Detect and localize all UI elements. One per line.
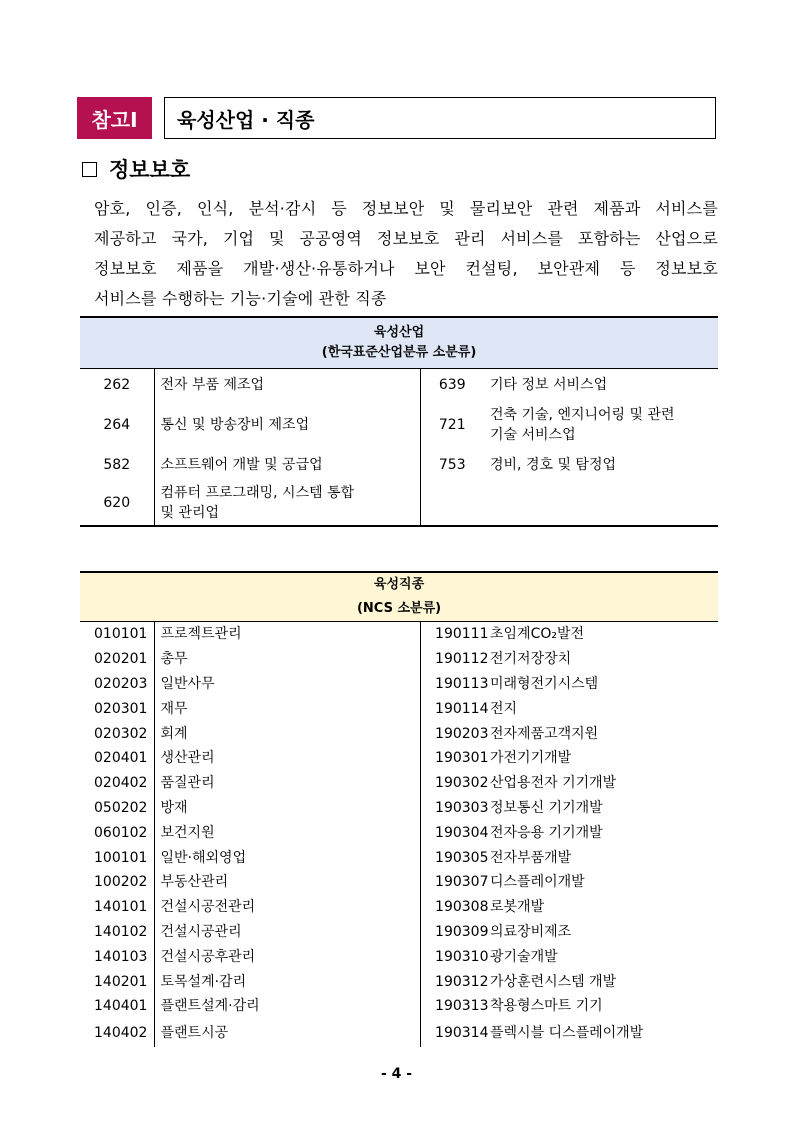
code-cell-text: 190303: [435, 799, 489, 816]
name-cell-text: 전자 부품 제조업: [160, 377, 265, 393]
name-cell-text: 플랜트시공: [160, 1024, 229, 1041]
name-cell-text: 플랜트설계·감리: [160, 998, 260, 1015]
name-cell-text: 토목설계·감리: [160, 973, 247, 990]
section-title: [82, 153, 190, 185]
name-cell-text: 일반사무: [160, 675, 215, 692]
code-cell: [80, 721, 154, 746]
table-row: [80, 771, 718, 796]
code-cell-text: 639: [438, 377, 466, 393]
name-cell: [154, 796, 420, 821]
name-cell: [154, 672, 420, 697]
name-cell: [484, 771, 718, 796]
name-cell: [484, 944, 718, 969]
name-cell: [154, 969, 420, 994]
name-cell-text: 재무: [160, 700, 188, 717]
name-cell-text: 가상훈련시스템 개발: [490, 973, 617, 990]
name-cell: [484, 401, 718, 449]
code-cell: [80, 920, 154, 945]
code-cell: [80, 1019, 154, 1047]
code-cell: [80, 696, 154, 721]
table-row: [80, 969, 718, 994]
code-cell-text: 262: [103, 377, 131, 393]
table-row: [80, 870, 718, 895]
code-cell-text: 050202: [94, 799, 148, 816]
name-cell-text: 전자제품고객지원: [490, 725, 599, 742]
name-cell: [154, 994, 420, 1019]
name-cell-text: 총무: [160, 651, 188, 668]
name-cell: [154, 449, 420, 481]
code-cell: [420, 449, 484, 481]
name-cell: [484, 969, 718, 994]
name-cell-text: 부동산관리: [160, 874, 229, 891]
code-cell: [420, 895, 489, 920]
name-cell-text: 기타 정보 서비스업: [490, 377, 608, 393]
table-row: [80, 895, 718, 920]
code-cell-text: 190314: [435, 1024, 489, 1041]
name-cell: [484, 369, 718, 402]
code-cell-text: 190301: [435, 750, 489, 767]
name-cell-text: 프로젝트관리: [160, 626, 242, 643]
table-row: [80, 1019, 718, 1047]
table-row: [80, 401, 718, 449]
code-cell-text: 190203: [435, 725, 489, 742]
name-cell-text: 산업용전자 기기개발: [490, 775, 617, 792]
name-cell: [154, 696, 420, 721]
code-cell-text: 020201: [94, 651, 148, 668]
page-number: - 4 -: [380, 1066, 413, 1082]
name-cell: [154, 820, 420, 845]
name-cell: [484, 820, 718, 845]
code-cell: [80, 895, 154, 920]
name-cell: [484, 994, 718, 1019]
code-cell: [80, 845, 154, 870]
name-cell-text: 품질관리: [160, 775, 215, 792]
table-row: [80, 449, 718, 481]
name-cell-text: 통신 및 방송장비 제조업: [160, 417, 310, 433]
industry-table-header: [80, 317, 718, 369]
code-cell-text: 190309: [435, 923, 489, 940]
table-row: [80, 481, 718, 526]
header-title: 육성산업 · 직종: [164, 97, 716, 139]
table-row: [80, 746, 718, 771]
table-row: [80, 721, 718, 746]
industry-table: [80, 316, 718, 527]
code-cell: [80, 369, 154, 402]
checkbox-icon: [82, 162, 97, 177]
code-cell: [420, 969, 489, 994]
name-cell: [154, 622, 420, 647]
code-cell: [80, 944, 154, 969]
code-cell-text: 190113: [435, 675, 489, 692]
jobs-table-header: [80, 572, 718, 622]
code-cell-text: 190305: [435, 849, 489, 866]
table-row: [80, 820, 718, 845]
code-cell: [420, 481, 484, 526]
code-cell-text: 190310: [435, 948, 489, 965]
code-cell-text: 190307: [435, 874, 489, 891]
code-cell: [420, 771, 489, 796]
name-cell-text: 경비, 경호 및 탐정업: [490, 457, 616, 473]
code-cell-text: 620: [103, 495, 131, 511]
table-row: [80, 845, 718, 870]
code-cell-text: 190112: [435, 651, 489, 668]
description-line: 정보보호 제품을 개발·생산·유통하거나 보안 컨설팅, 보안관제 등 정보보호: [94, 259, 718, 278]
code-cell-text: 100101: [94, 849, 148, 866]
code-cell: [80, 870, 154, 895]
name-cell: [154, 845, 420, 870]
name-cell: [154, 369, 420, 402]
name-cell: [484, 870, 718, 895]
jobs-table: [80, 571, 718, 1047]
code-cell: [80, 994, 154, 1019]
code-cell-text: 264: [103, 417, 131, 433]
code-cell: [80, 622, 154, 647]
code-cell: [80, 449, 154, 481]
code-cell-text: 190312: [435, 973, 489, 990]
name-cell-text: 광기술개발: [490, 948, 558, 965]
code-cell-text: 190111: [435, 626, 489, 643]
section-title-text: 정보보호: [109, 158, 191, 182]
code-cell-text: 753: [438, 457, 466, 473]
code-cell: [420, 696, 489, 721]
code-cell-text: 140102: [94, 923, 148, 940]
table-row: [80, 647, 718, 672]
code-cell: [420, 401, 484, 449]
code-cell-text: 140103: [94, 948, 148, 965]
code-cell-text: 010101: [94, 626, 148, 643]
code-cell: [420, 796, 489, 821]
name-cell: [154, 870, 420, 895]
description-paragraph: [94, 194, 718, 314]
name-cell-text: 생산관리: [160, 750, 215, 767]
name-cell-text: 로봇개발: [490, 899, 545, 916]
name-cell: [154, 1019, 420, 1047]
name-cell: [484, 845, 718, 870]
description-line: 암호, 인증, 인식, 분석·감시 등 정보보안 및 물리보안 관련 제품과 서비스를: [94, 199, 718, 218]
name-cell: [154, 647, 420, 672]
code-cell: [420, 994, 489, 1019]
name-cell-text: 전자응용 기기개발: [490, 824, 603, 841]
code-cell-text: 020401: [94, 750, 148, 767]
name-cell: [154, 771, 420, 796]
code-cell: [80, 672, 154, 697]
code-cell-text: 190302: [435, 775, 489, 792]
table-row: [80, 622, 718, 647]
name-cell-text: 미래형전기시스템: [490, 675, 599, 692]
code-cell: [80, 796, 154, 821]
jobs-table-subtitle: (NCS 소분류): [356, 601, 442, 616]
name-cell-text: 의료장비제조: [490, 923, 572, 940]
name-cell-text: 착용형스마트 기기: [490, 998, 603, 1015]
name-cell: [484, 622, 718, 647]
code-cell-text: 190308: [435, 899, 489, 916]
table-row: [80, 672, 718, 697]
name-cell: [154, 721, 420, 746]
table-row: [80, 920, 718, 945]
reference-badge: 참고Ⅰ: [77, 97, 152, 139]
name-cell: [484, 449, 718, 481]
industry-table-title: 육성산업: [373, 325, 425, 340]
code-cell: [420, 870, 489, 895]
code-cell: [80, 647, 154, 672]
name-cell: [484, 721, 718, 746]
code-cell-text: 582: [103, 457, 131, 473]
name-cell-text: 가전기기개발: [490, 750, 572, 767]
name-cell: [484, 746, 718, 771]
code-cell: [420, 647, 489, 672]
name-cell-text: 보건지원: [160, 824, 215, 841]
code-cell-text: 190304: [435, 824, 489, 841]
code-cell-text: 020301: [94, 700, 148, 717]
code-cell-text: 140401: [94, 998, 148, 1015]
name-cell: [484, 696, 718, 721]
description-line: 제공하고 국가, 기업 및 공공영역 정보보호 관리 서비스를 포함하는 산업으로: [94, 229, 718, 248]
code-cell: [420, 672, 489, 697]
code-cell-text: 020302: [94, 725, 148, 742]
name-cell-text: 방재: [160, 799, 188, 816]
name-cell-text: 건축 기술, 엔지니어링 및 관련 기술 서비스업: [490, 407, 675, 443]
name-cell: [154, 746, 420, 771]
code-cell-text: 060102: [94, 824, 148, 841]
name-cell-text: 소프트웨어 개발 및 공급업: [160, 457, 323, 473]
name-cell-text: 정보통신 기기개발: [490, 799, 603, 816]
code-cell: [80, 969, 154, 994]
code-cell: [420, 920, 489, 945]
table-row: [80, 944, 718, 969]
description-line: 서비스를 수행하는 기능·기술에 관한 직종: [94, 289, 387, 308]
name-cell: [484, 672, 718, 697]
name-cell-text: 전지: [490, 700, 518, 717]
name-cell-text: 컴퓨터 프로그래밍, 시스템 통합 및 관리업: [160, 485, 355, 521]
name-cell: [154, 895, 420, 920]
code-cell: [80, 401, 154, 449]
name-cell-text: 디스플레이개발: [490, 874, 585, 891]
code-cell: [80, 820, 154, 845]
table-row: [80, 696, 718, 721]
code-cell: [420, 944, 489, 969]
name-cell: [154, 481, 420, 526]
code-cell-text: 020402: [94, 775, 148, 792]
code-cell: [420, 721, 489, 746]
section-header: [77, 97, 716, 139]
name-cell: [154, 944, 420, 969]
table-row: [80, 796, 718, 821]
name-cell: [154, 401, 420, 449]
code-cell-text: 140101: [94, 899, 148, 916]
name-cell-text: 전기저장장치: [490, 651, 572, 668]
code-cell: [80, 771, 154, 796]
name-cell-text: 건설시공전관리: [160, 899, 256, 916]
code-cell: [420, 369, 484, 402]
name-cell: [484, 481, 718, 526]
code-cell-text: 721: [438, 417, 466, 433]
name-cell-text: 건설시공후관리: [160, 948, 256, 965]
name-cell: [484, 647, 718, 672]
code-cell-text: 020203: [94, 675, 148, 692]
table-row: [80, 994, 718, 1019]
code-cell-text: 100202: [94, 874, 148, 891]
name-cell-text: 일반·해외영업: [160, 849, 247, 866]
code-cell: [80, 746, 154, 771]
industry-table-subtitle: (한국표준산업분류 소분류): [321, 345, 477, 360]
name-cell-text: 회계: [160, 725, 188, 742]
name-cell: [484, 920, 718, 945]
name-cell-text: 건설시공관리: [160, 923, 242, 940]
jobs-table-title: 육성직종: [373, 577, 425, 592]
name-cell: [484, 1019, 718, 1047]
code-cell: [420, 1019, 489, 1047]
name-cell: [154, 920, 420, 945]
code-cell-text: 140201: [94, 973, 148, 990]
code-cell: [80, 481, 154, 526]
code-cell: [420, 820, 489, 845]
name-cell: [484, 796, 718, 821]
name-cell-text: 초임계CO₂발전: [490, 626, 585, 643]
code-cell-text: 190114: [435, 700, 489, 717]
code-cell: [420, 845, 489, 870]
table-row: [80, 369, 718, 402]
name-cell-text: 전자부품개발: [490, 849, 572, 866]
name-cell-text: 플렉시블 디스플레이개발: [490, 1024, 644, 1041]
code-cell-text: 190313: [435, 998, 489, 1015]
code-cell: [420, 746, 489, 771]
code-cell-text: 140402: [94, 1024, 148, 1041]
name-cell: [484, 895, 718, 920]
code-cell: [420, 622, 489, 647]
